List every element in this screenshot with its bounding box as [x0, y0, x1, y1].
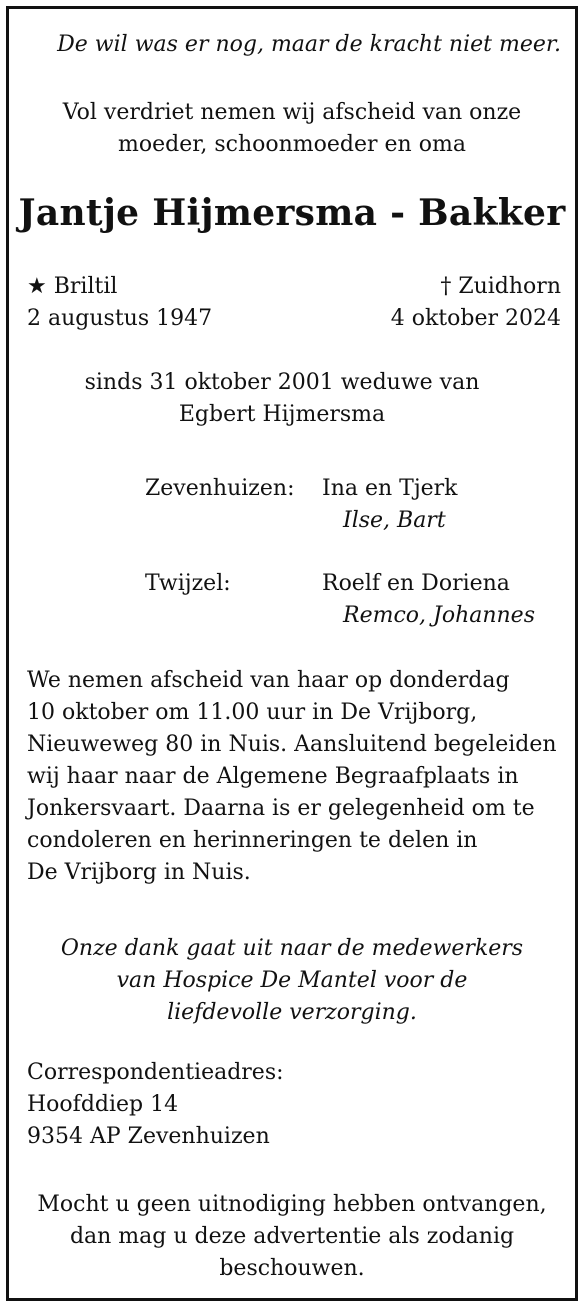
widow-line: Egbert Hijmersma — [178, 402, 386, 427]
service-text — [27, 665, 567, 889]
birth-date: 2 augustus 1947 — [27, 306, 213, 331]
address-street: Hoofddiep 14 — [27, 1092, 179, 1117]
thanks-text — [9, 933, 575, 1029]
address-label: Correspondentieadres: — [27, 1060, 284, 1085]
death-place: Zuidhorn — [458, 274, 561, 299]
family-names: Roelf en Doriena — [322, 571, 510, 596]
family-names: Ina en Tjerk — [322, 476, 458, 501]
address-city: 9354 AP Zevenhuizen — [27, 1124, 270, 1149]
service-line: condoleren en herinneringen te delen in — [27, 828, 478, 853]
closing-line: dan mag u deze advertentie als zodanig — [69, 1224, 515, 1249]
thanks-line: van Hospice De Mantel voor de — [116, 968, 468, 993]
closing-line: beschouwen. — [219, 1256, 365, 1281]
widow-line: sinds 31 oktober 2001 weduwe van — [84, 370, 480, 395]
intro-line: Vol verdriet nemen wij afscheid van onze — [62, 100, 522, 125]
family-children: Remco, Johannes — [343, 603, 535, 628]
service-line: Nieuweweg 80 in Nuis. Aansluitend begeleiden — [27, 732, 557, 757]
intro-text — [9, 97, 575, 161]
service-line: 10 oktober om 11.00 uur in De Vrijborg, — [27, 700, 478, 725]
correspondence-address — [27, 1057, 567, 1153]
service-line: Jonkersvaart. Daarna is er gelegenheid om te — [27, 796, 535, 821]
death-place-line — [440, 271, 561, 303]
closing-line: Mocht u geen uitnodiging hebben ontvangen, — [37, 1192, 547, 1217]
motto: De wil was er nog, maar de kracht niet meer. — [57, 32, 561, 57]
star-icon: ★ — [27, 274, 47, 299]
family-children: Ilse, Bart — [343, 508, 446, 533]
widow-text — [9, 367, 555, 431]
death-date: 4 oktober 2024 — [390, 306, 561, 331]
service-line: wij haar naar de Algemene Begraafplaats in — [27, 764, 519, 789]
birth-place-line — [27, 271, 117, 303]
obituary-notice — [6, 6, 578, 1301]
intro-line: moeder, schoonmoeder en oma — [118, 132, 466, 157]
family-place: Zevenhuizen: — [145, 476, 295, 501]
service-line: De Vrijborg in Nuis. — [27, 860, 251, 885]
family-place: Twijzel: — [145, 571, 231, 596]
cross-icon: † — [440, 274, 452, 299]
closing-text — [9, 1189, 575, 1285]
thanks-line: Onze dank gaat uit naar de medewerkers — [60, 936, 524, 961]
thanks-line: liefdevolle verzorging. — [167, 1000, 417, 1025]
deceased-name: Jantje Hijmersma - Bakker — [18, 192, 566, 234]
birth-place: Briltil — [53, 274, 118, 299]
service-line: We nemen afscheid van haar op donderdag — [27, 668, 510, 693]
